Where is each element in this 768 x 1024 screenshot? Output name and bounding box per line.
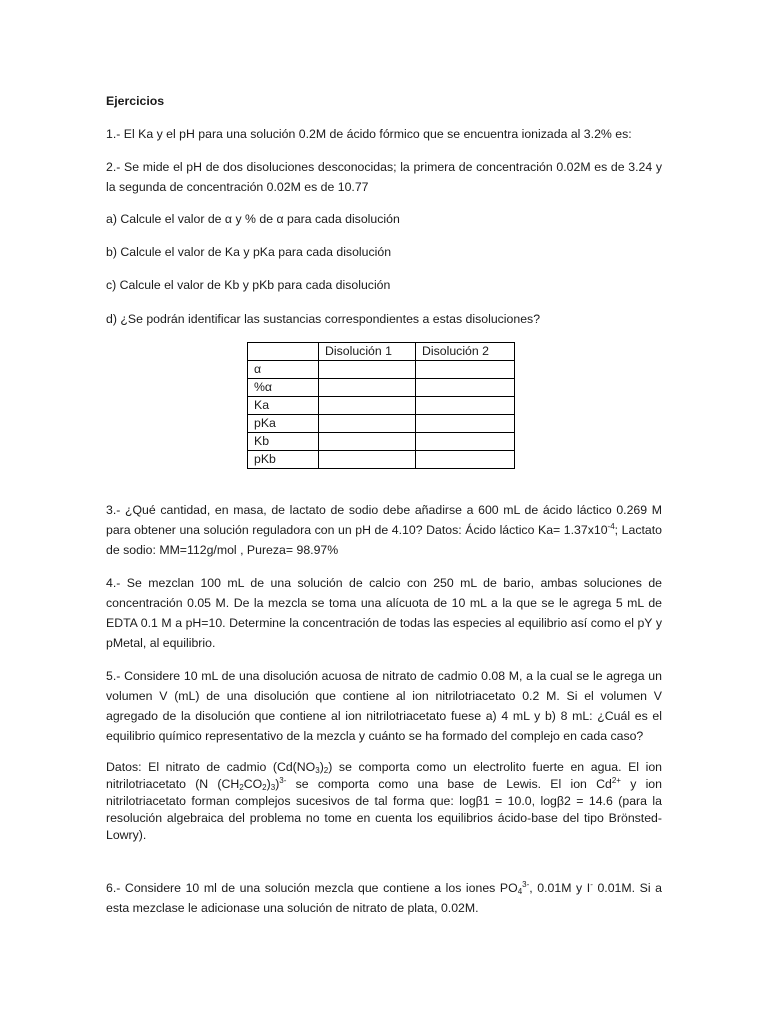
- question-5: 5.- Considere 10 mL de una disolución acuosa de nitrato de cadmio 0.08 M, a la cual se le agrega un volumen V (mL) de una disolución que contiene al ion nitrilotriacetato 0.2 M. Si el volumen V agregado de la disolución que contiene al ion nitrilotriacetato fuese a) 4 mL y b) 8 mL: ¿Cuál es el equilibrio químico representativo de la mezcla y cuánto se ha formado del complejo en cada caso?: [106, 669, 662, 743]
- superscript: -: [590, 880, 593, 889]
- exponent: -4: [607, 522, 615, 531]
- subscript: 4: [517, 887, 523, 896]
- table-row: [248, 379, 515, 397]
- subscript: 2: [262, 783, 267, 792]
- table-row: [248, 397, 515, 415]
- table-header-row: [248, 343, 515, 361]
- question-6-text: , 0.01M y I: [529, 881, 591, 895]
- question-2d: d) ¿Se podrán identificar las sustancias correspondientes a estas disoluciones?: [106, 312, 541, 326]
- data-text: ) se comporta como un electrolito fuerte en agua. El ion nitrilotriacetato (N (CH: [106, 760, 663, 791]
- question-6: [106, 878, 662, 918]
- table-cell: [319, 397, 416, 415]
- table-cell: [319, 361, 416, 379]
- results-table: [247, 342, 515, 469]
- table-row-label: α: [248, 361, 319, 379]
- table-cell: [319, 433, 416, 451]
- superscript: 3-: [279, 776, 287, 785]
- question-6-text: 0.01M. Si a esta mezclase le adicionase una solución de nitrato de plata, 0.02M.: [106, 881, 662, 915]
- table-row: [248, 451, 515, 469]
- question-3: [106, 500, 662, 560]
- question-4: 4.- Se mezclan 100 mL de una solución de calcio con 250 mL de bario, ambas soluciones de concentración 0.05 M. De la mezcla se toma una alícuota de 10 mL a la que se le agrega 5 mL de EDTA 0.1 M a pH=10. Determine la concentración de todas las especies al equilibrio así como el pY y pMetal, al equilibrio.: [106, 576, 662, 650]
- table-cell: [319, 379, 416, 397]
- table-cell: [416, 415, 515, 433]
- question-2-intro: 2.- Se mide el pH de dos disoluciones desconocidas; la primera de concentración 0.02M es de 3.24 y la segunda de concentración 0.02M es de 10.77: [106, 160, 662, 194]
- data-text: Datos: El nitrato de cadmio (Cd(NO: [106, 760, 316, 774]
- question-2a: a) Calcule el valor de α y % de α para cada disolución: [106, 212, 400, 226]
- subscript: 3: [270, 783, 276, 792]
- superscript: 2+: [611, 776, 621, 785]
- subscript: 2: [323, 766, 329, 775]
- table-row-label: pKa: [248, 415, 319, 433]
- table-header-cell: Disolución 2: [416, 343, 515, 361]
- subscript: 2: [239, 783, 244, 792]
- data-text: ): [275, 777, 280, 791]
- table-row: [248, 361, 515, 379]
- table-row-label: %α: [248, 379, 319, 397]
- table-cell: [319, 451, 416, 469]
- table-row: [248, 433, 515, 451]
- question-3-text-cont: ; Lactato de sodio: MM=112g/mol , Pureza= 98.97%: [106, 523, 662, 557]
- table-cell: [416, 379, 515, 397]
- data-text: ): [266, 777, 271, 791]
- table-cell: [319, 415, 416, 433]
- data-text: se comporta como una base de Lewis. El ion Cd: [286, 777, 612, 791]
- exercises-heading: Ejercicios: [106, 94, 165, 108]
- superscript: 3-: [522, 880, 530, 889]
- data-text: CO: [243, 777, 263, 791]
- table-cell: [416, 361, 515, 379]
- question-1: 1.- El Ka y el pH para una solución 0.2M de ácido fórmico que se encuentra ionizada al 3.2% es:: [106, 127, 632, 141]
- table-row: [248, 415, 515, 433]
- table-cell: [416, 433, 515, 451]
- question-5-data: [106, 759, 662, 844]
- data-text: y ion nitrilotriacetato forman complejos sucesivos de tal forma que: logβ1 = 10.0, logβ2 = 14.6 (para la resolución algebraica del problema no tome en cuenta los equilibrios ácido-base del tipo Brönsted-Lowry).: [106, 777, 662, 842]
- table-row-label: Kb: [248, 433, 319, 451]
- table-row-label: pKb: [248, 451, 319, 469]
- table-cell: [416, 451, 515, 469]
- question-6-text: 6.- Considere 10 ml de una solución mezcla que contiene a los iones PO: [106, 881, 518, 895]
- table-cell: [416, 397, 515, 415]
- data-text: ): [319, 760, 324, 774]
- table-header-cell: [248, 343, 319, 361]
- question-2b: b) Calcule el valor de Ka y pKa para cada disolución: [106, 245, 392, 259]
- subscript: 3: [315, 766, 320, 775]
- question-2c: c) Calcule el valor de Kb y pKb para cada disolución: [106, 278, 391, 292]
- table-row-label: Ka: [248, 397, 319, 415]
- question-3-text: 3.- ¿Qué cantidad, en masa, de lactato de sodio debe añadirse a 600 mL de ácido láctico 0.269 M para obtener una solución reguladora con un pH de 4.10? Datos: Ácido láctico Ka= 1.37x10: [106, 503, 662, 537]
- table-header-cell: Disolución 1: [319, 343, 416, 361]
